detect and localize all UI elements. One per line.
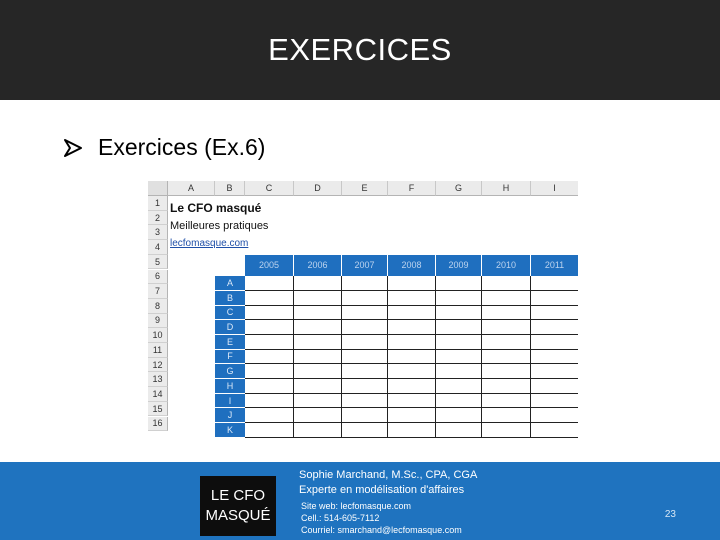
letter-label-cell: A [215,276,245,291]
data-cell [294,350,342,365]
data-cell [342,423,388,438]
row-header-3: 3 [148,225,168,240]
data-cell [482,408,531,423]
data-cell [342,379,388,394]
data-cell [245,306,294,321]
year-header-cell: 2005 [245,255,294,276]
contact-role: Experte en modélisation d'affaires [299,484,465,496]
data-cell [436,364,482,379]
data-cell [245,276,294,291]
page-number: 23 [664,509,676,520]
data-cell [482,364,531,379]
data-cell [294,423,342,438]
website-cell: lecfomasque.com [170,238,249,249]
bullet-line [62,134,265,161]
data-cell [388,320,436,335]
data-cell [531,394,578,409]
data-cell [342,394,388,409]
data-cell [436,379,482,394]
data-cell [245,379,294,394]
bullet-text: Exercices (Ex.6) [98,134,266,160]
data-cell [388,379,436,394]
data-cell [294,408,342,423]
year-header-cell: 2009 [436,255,482,276]
data-cell [245,423,294,438]
data-cell [294,276,342,291]
contact-website: Site web: lecfomasque.com [301,501,412,511]
row-header-8: 8 [148,299,168,314]
row-header-2: 2 [148,211,168,226]
data-cell [388,364,436,379]
data-cell [531,335,578,350]
data-cell [436,350,482,365]
data-cell [482,306,531,321]
column-header-h: H [482,181,531,196]
data-cell [342,306,388,321]
row-header-16: 16 [148,417,168,432]
data-cell [245,408,294,423]
logo [200,476,276,536]
data-cell [482,423,531,438]
row-header-4: 4 [148,240,168,255]
letter-label-cell: H [215,379,245,394]
letter-label-cell: F [215,350,245,365]
data-cell [482,394,531,409]
column-header-g: G [436,181,482,196]
letter-label-cell: J [215,408,245,423]
row-header-11: 11 [148,343,168,358]
data-cell [482,350,531,365]
letter-label-cell: K [215,423,245,438]
contact-phone: Cell.: 514-605-7112 [301,513,380,523]
data-cell [342,320,388,335]
row-header-15: 15 [148,402,168,417]
company-name-cell: Le CFO masqué [170,201,262,215]
data-cell [245,350,294,365]
row-header-6: 6 [148,270,168,285]
slide-title: EXERCICES [268,32,452,67]
data-cell [294,306,342,321]
data-cell [294,379,342,394]
arrow-bullet-icon [62,137,84,159]
year-header-cell: 2011 [531,255,578,276]
data-cell [436,320,482,335]
data-cell [531,350,578,365]
footer-bar [0,462,720,540]
data-cell [342,335,388,350]
row-header-9: 9 [148,314,168,329]
row-header-12: 12 [148,358,168,373]
row-header-14: 14 [148,387,168,402]
letter-label-cell: I [215,394,245,409]
year-header-cell: 2006 [294,255,342,276]
data-cell [436,291,482,306]
data-cell [388,291,436,306]
data-cell [531,379,578,394]
row-header-13: 13 [148,372,168,387]
data-cell [531,423,578,438]
data-cell [342,408,388,423]
data-cell [245,364,294,379]
spreadsheet-screenshot [148,181,578,445]
data-cell [482,379,531,394]
data-cell [436,394,482,409]
year-header-cell: 2007 [342,255,388,276]
year-header-cell: 2010 [482,255,531,276]
sheet-corner [148,181,168,196]
letter-label-cell: D [215,320,245,335]
title-bar [0,0,720,100]
data-cell [388,306,436,321]
data-cell [388,350,436,365]
row-header-5: 5 [148,255,168,270]
data-cell [245,394,294,409]
letter-label-cell: C [215,306,245,321]
data-cell [342,291,388,306]
subtitle-cell: Meilleures pratiques [170,220,269,232]
data-cell [531,364,578,379]
column-header-c: C [245,181,294,196]
data-cell [294,364,342,379]
contact-name: Sophie Marchand, M.Sc., CPA, CGA [299,469,478,481]
data-cell [342,364,388,379]
data-cell [294,320,342,335]
column-header-a: A [168,181,215,196]
data-cell [388,394,436,409]
data-cell [388,276,436,291]
data-cell [294,394,342,409]
data-cell [388,408,436,423]
data-cell [531,320,578,335]
letter-label-cell: G [215,364,245,379]
letter-label-cell: E [215,335,245,350]
data-cell [436,306,482,321]
column-header-f: F [388,181,436,196]
row-header-7: 7 [148,284,168,299]
data-cell [436,423,482,438]
column-header-e: E [342,181,388,196]
data-cell [388,335,436,350]
data-cell [436,408,482,423]
data-cell [245,335,294,350]
data-cell [342,276,388,291]
year-header-cell: 2008 [388,255,436,276]
row-header-1: 1 [148,196,168,211]
data-cell [342,350,388,365]
column-header-i: I [531,181,578,196]
letter-label-cell: B [215,291,245,306]
data-cell [388,423,436,438]
data-cell [531,408,578,423]
logo-line-1: LE CFO [210,487,266,504]
logo-line-2: MASQUÉ [205,507,271,524]
data-cell [436,335,482,350]
data-cell [245,320,294,335]
data-cell [294,291,342,306]
column-header-b: B [215,181,245,196]
data-cell [531,276,578,291]
data-cell [482,291,531,306]
column-header-d: D [294,181,342,196]
data-cell [482,320,531,335]
data-cell [531,306,578,321]
row-header-10: 10 [148,328,168,343]
data-cell [436,276,482,291]
data-cell [482,276,531,291]
data-cell [245,291,294,306]
data-cell [482,335,531,350]
data-cell [531,291,578,306]
data-cell [294,335,342,350]
contact-email: Courriel: smarchand@lecfomasque.com [301,525,462,535]
